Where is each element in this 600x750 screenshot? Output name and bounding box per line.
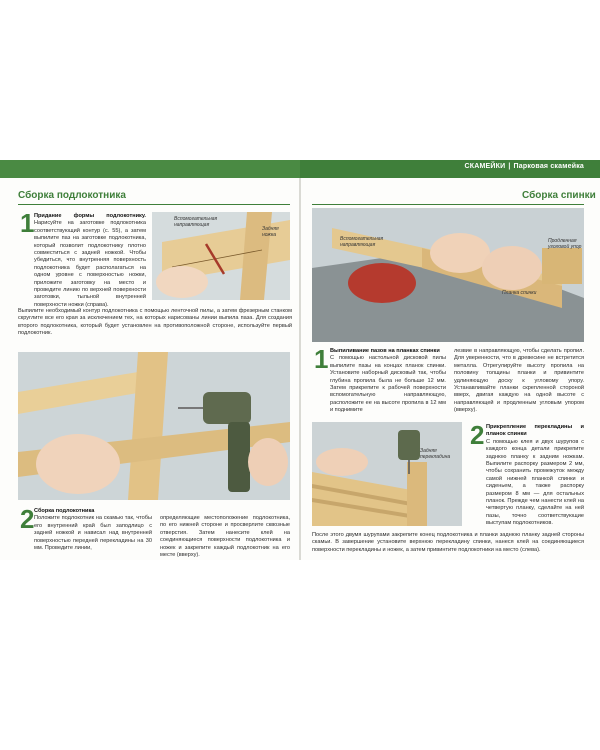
- running-header: СКАМЕЙКИ | Парковая скамейка: [464, 163, 584, 170]
- left-step1-body: Нарисуйте на заготовке подлокотника соответствующий контур (с. 55), а затем выпилите паз на заготовке подлокотника, который позволит подлокотнику плотно совместиться с задней ножкой. Чтобы убедиться, что внутренняя поверхность подлокотника будет располагаться на одном уровне с поверхностью ножки, приложите заготовку на место и проведите линию по верхней поверхности заготовки, тыльной внутренней поверхности ножки (справа).: [34, 220, 146, 308]
- right-step2-heading: Прикрепление перекладины и планок спинки: [486, 424, 584, 438]
- right-step1-number: 1: [314, 344, 329, 374]
- book-spread: [0, 160, 600, 560]
- callout-rear-leg: Задняя ножка: [262, 226, 279, 238]
- right-section-title: Сборка спинки: [522, 190, 596, 201]
- left-step1-text: [34, 213, 146, 309]
- page-spine: [299, 178, 301, 560]
- left-step1-number: 1: [20, 208, 35, 238]
- right-step1-body1: С помощью настольной дисковой пилы выпилите пазы на концах планок спинки. Установите наборный дисковый так, чтобы глубина пропила была не больше 12 мм. Затем прикрепите к рабочей поверхности вспомогательную направляющую, расположите ее на высоте пропила в 12 мм и поднимите: [330, 355, 446, 414]
- right-step1-text2: лезвие в направляющую, чтобы сделать пропил. Для уверенности, что в древесине не встретится металла. Отрегулируйте высоту пропила на половину толщины планки и привинтите удлиняющую доску к угловому упору. Устанавливайте планки скрепленной стороной вверх, двигая каждую на одной высоте с направляющей и продленным угловым упором (вверху).: [454, 348, 584, 414]
- left-step1-text2: Выпилите необходимый контур подлокотника с помощью ленточной пилы, а затем фрезерным станком скруглите все его края за исключением тех, на которых нарисованы линии выпила паза. Для создания второго подлокотника, который будет установлен на противоположной стороне, используйте первый подлокотник.: [18, 308, 292, 337]
- right-step1-text: [330, 348, 446, 415]
- left-section-title: Сборка подлокотника: [18, 190, 126, 201]
- left-step1-heading: Придание формы подлокотнику.: [34, 213, 146, 219]
- callout-rear-crossbar: Задняя перекладина: [420, 448, 451, 460]
- right-step2-body1: С помощью клея и двух шурупов с каждого конца детали прикрепите заднюю планку к задним ножкам. Выпилите распорку размером 2 мм, чтобы сохранить промежуток между самой нижней планкой спинки и сиденьем, а также распорку размером 8 мм — для остальных планок. Прежде чем нанести клей на четвертую планку, сделайте на ней пазы, точно соответствующие выступам подлокотников.: [486, 438, 584, 527]
- left-step2-number: 2: [20, 504, 35, 534]
- left-step2-heading: Сборка подлокотника: [34, 508, 95, 514]
- callout-right-guide: Вспомогательная направляющая: [340, 236, 384, 248]
- photo-table-saw: [312, 208, 584, 342]
- left-step2-text2: определяющие местоположение подлокотника, по его нижней стороне и просверлите сквозные отверстия. Затем нанесите клей на соединяющиеся поверхности подлокотника и ножек и закрепите каждый подлокотник на его месте (вверху).: [160, 515, 290, 559]
- header-section: СКАМЕЙКИ: [464, 163, 506, 170]
- header-bar-left: [0, 160, 300, 178]
- right-step2-text: [486, 424, 584, 528]
- photo-drilling-armrest: [18, 352, 290, 500]
- left-step2-body1: Положите подлокотник на скамью так, чтобы его внутренний край был заподлицо с задней ножкой и нависал над внутренней поверхностью передней перекладины на 30 мм. Проведите линии,: [34, 515, 152, 552]
- callout-stop: Продленная уголовой упор: [548, 238, 582, 250]
- photo-armrest-marking: [152, 212, 290, 300]
- header-subsection: Парковая скамейка: [513, 163, 584, 170]
- callout-guide: Вспомогательная направляющая: [174, 216, 218, 228]
- right-step2-text2: После этого двумя шурупами закрепите конец подлокотника и планки заднюю планку задней стороны скамьи. В завершение установите верхнюю перекладину спинки, нанеся клей на соединяющиеся поверхности перекладины и ножек, а затем привинтите подлокотники на место (слева).: [312, 532, 584, 553]
- callout-back-slat: Планка спинки: [502, 290, 537, 296]
- photo-back-assembly: [312, 422, 462, 526]
- left-title-rule: [18, 204, 290, 205]
- left-step2-text: [34, 508, 152, 552]
- header-bar: [0, 160, 600, 178]
- right-step1-heading: Выпиливание пазов на планках спинки: [330, 348, 440, 354]
- right-step2-number: 2: [470, 420, 485, 450]
- right-title-rule: [312, 204, 584, 205]
